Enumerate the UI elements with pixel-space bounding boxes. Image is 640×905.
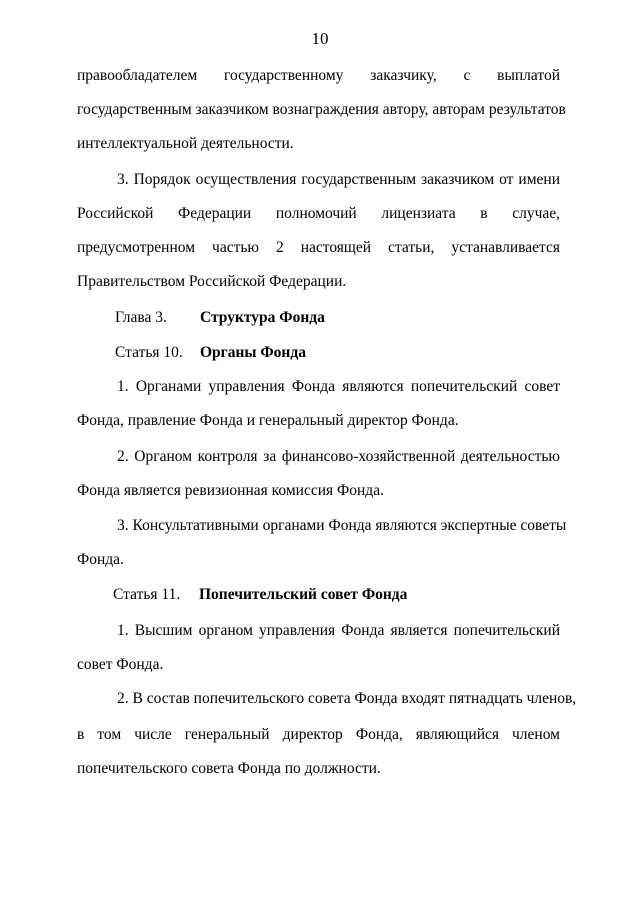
page-number: 10 bbox=[311, 29, 329, 48]
chapter-number: Глава 3. bbox=[115, 309, 167, 326]
paragraph-line: 3. Порядок осуществления государственным заказчиком от имени bbox=[117, 171, 560, 188]
paragraph-line: интеллектуальной деятельности. bbox=[77, 135, 294, 152]
paragraph-line: 1. Органами управления Фонда являются попечительский совет bbox=[117, 378, 560, 395]
paragraph-line: Правительством Российской Федерации. bbox=[77, 273, 347, 290]
paragraph-line: предусмотренном частью 2 настоящей статьи, устанавливается bbox=[77, 239, 560, 256]
paragraph-line: в том числе генеральный директор Фонда, являющийся членом bbox=[77, 726, 560, 743]
paragraph-line: попечительского совета Фонда по должности. bbox=[77, 760, 381, 777]
paragraph-line: 2. В состав попечительского совета Фонда входят пятнадцать членов, bbox=[117, 690, 577, 707]
paragraph-line: Фонда, правление Фонда и генеральный директор Фонда. bbox=[77, 412, 459, 429]
paragraph-line: 2. Органом контроля за финансово-хозяйственной деятельностью bbox=[117, 448, 560, 465]
paragraph-line: 1. Высшим органом управления Фонда является попечительский bbox=[117, 622, 560, 639]
paragraph-line: правообладателем государственному заказчику, с выплатой bbox=[77, 67, 560, 84]
article-number: Статья 10. bbox=[115, 344, 183, 361]
paragraph-line: 3. Консультативными органами Фонда являются экспертные советы bbox=[117, 517, 567, 534]
article-title: Попечительский совет Фонда bbox=[199, 586, 408, 603]
article-title: Органы Фонда bbox=[200, 344, 306, 361]
paragraph-line: Фонда. bbox=[77, 551, 124, 568]
paragraph-line: Российской Федерации полномочий лицензиата в случае, bbox=[77, 205, 560, 222]
paragraph-line: государственным заказчиком вознаграждения автору, авторам результатов bbox=[77, 101, 566, 118]
chapter-title: Структура Фонда bbox=[200, 309, 325, 326]
paragraph-line: совет Фонда. bbox=[77, 656, 164, 673]
paragraph-line: Фонда является ревизионная комиссия Фонда. bbox=[77, 482, 384, 499]
article-number: Статья 11. bbox=[113, 586, 181, 603]
